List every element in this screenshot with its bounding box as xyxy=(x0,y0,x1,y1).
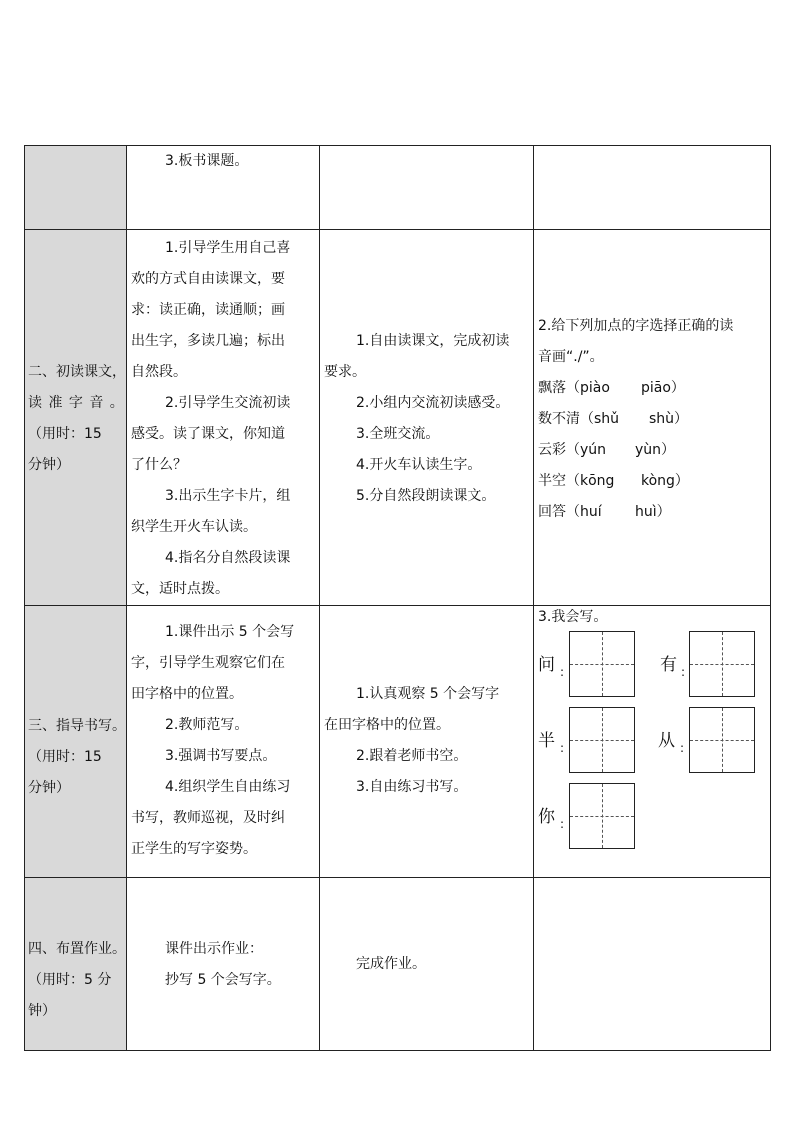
lesson-plan-table xyxy=(24,145,771,1051)
teacher-line: 2.教师范写。 xyxy=(165,717,249,733)
tianzige-box xyxy=(569,707,635,773)
teacher-line: 求：读正确，读通顺；画 xyxy=(131,302,285,318)
colon-mark: : xyxy=(560,665,565,679)
tianzige-box xyxy=(689,707,755,773)
practice-cell-4 xyxy=(534,878,771,1051)
teacher-line: 田字格中的位置。 xyxy=(131,686,243,702)
pinyin-option: piāo） xyxy=(641,380,685,396)
pinyin-word: 云彩 xyxy=(538,442,566,458)
stage-line: 二、初读课文， xyxy=(28,364,126,380)
teacher-line: 正学生的写字姿势。 xyxy=(131,841,257,857)
teacher-cell-4 xyxy=(127,878,320,1051)
pinyin-option: （yún xyxy=(566,442,607,458)
pinyin-option: huì） xyxy=(635,504,671,520)
stage-line: （用时：5 分 xyxy=(28,972,112,988)
student-cell-4 xyxy=(320,878,534,1051)
colon-mark: : xyxy=(560,741,565,755)
practice-char: 半 xyxy=(538,731,555,751)
tianzige-box xyxy=(569,631,635,697)
teacher-line: 文，适时点拨。 xyxy=(131,581,229,597)
practice-char: 你 xyxy=(538,807,555,827)
stage-line: （用时：15 xyxy=(28,426,102,442)
practice-cell-1 xyxy=(534,146,771,230)
colon-mark: : xyxy=(560,817,565,831)
teacher-line: 出生字，多读几遍；标出 xyxy=(131,333,285,349)
pinyin-option: （piào xyxy=(566,380,610,396)
stage-line: 分钟） xyxy=(28,780,70,796)
teacher-line: 3.强调书写要点。 xyxy=(165,748,277,764)
teacher-cell-1 xyxy=(127,146,320,230)
pinyin-word: 回答 xyxy=(538,504,566,520)
practice-char: 有 xyxy=(660,655,677,675)
stage-cell-3 xyxy=(25,606,127,878)
tianzige-box xyxy=(689,631,755,697)
teacher-line: 了什么？ xyxy=(131,457,187,473)
teacher-line: 欢的方式自由读课文，要 xyxy=(131,271,285,287)
practice-char: 从 xyxy=(658,731,675,751)
teacher-line: 抄写 5 个会写字。 xyxy=(165,972,281,988)
pinyin-option: （huí xyxy=(566,504,602,520)
student-line: 完成作业。 xyxy=(356,956,426,972)
teacher-cell-2 xyxy=(127,230,320,606)
teacher-line: 4.指名分自然段读课 xyxy=(165,550,291,566)
practice-intro: 2.给下列加点的字选择正确的读 xyxy=(538,318,734,334)
stage-cell-2 xyxy=(25,230,127,606)
stage-cell-4 xyxy=(25,878,127,1051)
stage-line: （用时：15 xyxy=(28,749,102,765)
colon-mark: : xyxy=(681,665,686,679)
teacher-line: 3.板书课题。 xyxy=(165,153,249,169)
pinyin-option: kòng） xyxy=(641,473,689,489)
pinyin-option: （kōng xyxy=(566,473,615,489)
stage-line: 分钟） xyxy=(28,457,70,473)
teacher-line: 1.课件出示 5 个会写 xyxy=(165,624,295,640)
pinyin-word: 半空 xyxy=(538,473,566,489)
teacher-line: 4.组织学生自由练习 xyxy=(165,779,291,795)
stage-cell-1 xyxy=(25,146,127,230)
teacher-line: 2.引导学生交流初读 xyxy=(165,395,291,411)
student-line: 2.跟着老师书空。 xyxy=(356,748,468,764)
pinyin-option: （shǔ xyxy=(580,411,620,427)
student-line: 3.全班交流。 xyxy=(356,426,440,442)
student-line: 2.小组内交流初读感受。 xyxy=(356,395,510,411)
practice-cell-3 xyxy=(534,606,771,878)
stage-line: 钟） xyxy=(28,1003,56,1019)
pinyin-word: 数不清 xyxy=(538,411,580,427)
pinyin-option: yùn） xyxy=(635,442,676,458)
practice-char: 问 xyxy=(538,655,555,675)
teacher-line: 感受。读了课文，你知道 xyxy=(131,426,285,442)
teacher-line: 字，引导学生观察它们在 xyxy=(131,655,285,671)
teacher-line: 3.出示生字卡片，组 xyxy=(165,488,291,504)
tianzige-box xyxy=(569,783,635,849)
student-cell-1 xyxy=(320,146,534,230)
teacher-line: 课件出示作业： xyxy=(165,941,263,957)
student-line: 1.自由读课文，完成初读 xyxy=(356,333,510,349)
student-line: 4.开火车认读生字。 xyxy=(356,457,482,473)
teacher-line: 1.引导学生用自己喜 xyxy=(165,240,291,256)
student-cell-2 xyxy=(320,230,534,606)
stage-line: 四、布置作业。 xyxy=(28,941,126,957)
teacher-line: 自然段。 xyxy=(131,364,187,380)
teacher-line: 织学生开火车认读。 xyxy=(131,519,257,535)
stage-line: 三、指导书写。 xyxy=(28,718,126,734)
teacher-line: 书写，教师巡视，及时纠 xyxy=(131,810,285,826)
pinyin-option: shù） xyxy=(649,411,689,427)
pinyin-word: 飘落 xyxy=(538,380,566,396)
student-line: 3.自由练习书写。 xyxy=(356,779,468,795)
student-line: 要求。 xyxy=(324,364,366,380)
practice-title: 3.我会写。 xyxy=(538,609,608,625)
student-line: 5.分自然段朗读课文。 xyxy=(356,488,496,504)
practice-cell-2 xyxy=(534,230,771,606)
colon-mark: : xyxy=(680,741,685,755)
teacher-cell-3 xyxy=(127,606,320,878)
practice-intro: 音画“./”。 xyxy=(538,349,604,365)
stage-line: 读 准 字 音 。 xyxy=(28,395,125,411)
student-line: 在田字格中的位置。 xyxy=(324,717,450,733)
student-line: 1.认真观察 5 个会写字 xyxy=(356,686,500,702)
student-cell-3 xyxy=(320,606,534,878)
